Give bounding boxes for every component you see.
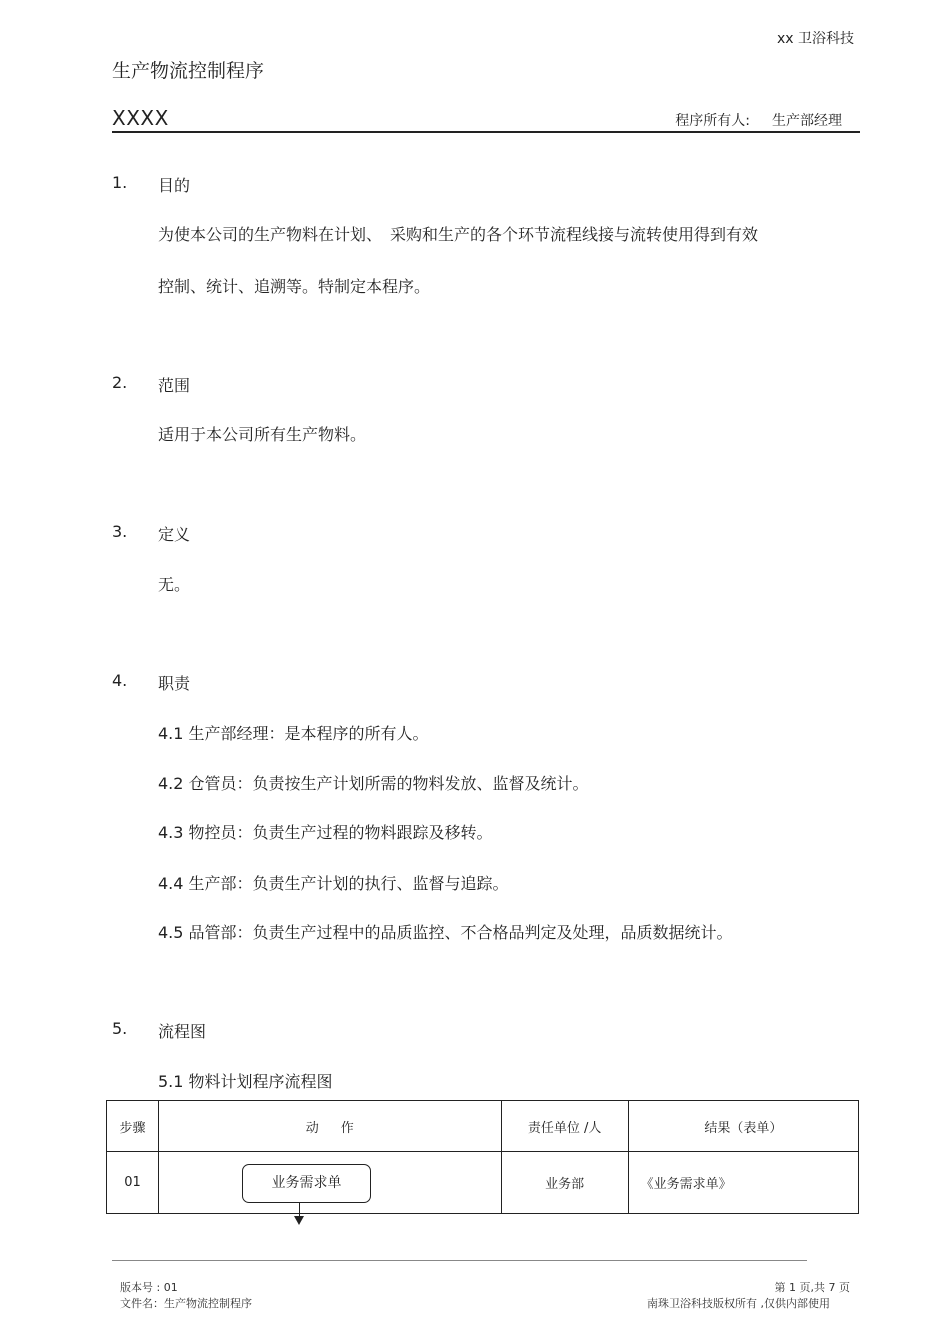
section-3-number: 3. xyxy=(112,522,128,541)
header-unit: 责任单位 /人 xyxy=(501,1101,628,1152)
responsibility-item: 4.4 生产部：负责生产计划的执行、监督与追踪。 xyxy=(158,874,509,893)
footer-divider xyxy=(112,1260,807,1261)
flow-table xyxy=(106,1100,859,1214)
header-action xyxy=(159,1101,501,1152)
footer-page-number: 第 1 页,共 7 页 xyxy=(774,1281,850,1294)
document-code: XXXX xyxy=(112,106,169,130)
section-3-title: 定义 xyxy=(158,525,191,544)
owner-label: 程序所有人: xyxy=(675,113,750,129)
subsection-5-1-title: 5.1 物料计划程序流程图 xyxy=(158,1072,333,1091)
flow-connector-line xyxy=(299,1203,300,1217)
section-1-title: 目的 xyxy=(158,176,191,195)
program-owner xyxy=(600,110,842,130)
section-1-number: 1. xyxy=(112,173,128,192)
section-4-title: 职责 xyxy=(158,674,191,693)
flow-node-business-demand: 业务需求单 xyxy=(242,1164,371,1203)
company-name: xx 卫浴科技 xyxy=(776,31,854,47)
section-5-title: 流程图 xyxy=(158,1022,207,1041)
section-4-number: 4. xyxy=(112,671,128,690)
section-1-text-line-1: 为使本公司的生产物料在计划、 采购和生产的各个环节流程线接与流转使用得到有效 xyxy=(158,225,759,244)
owner-value: 生产部经理 xyxy=(772,113,842,129)
header-divider xyxy=(112,131,860,133)
section-2-title: 范围 xyxy=(158,376,191,395)
row-unit: 业务部 xyxy=(501,1152,628,1214)
document-title: 生产物流控制程序 xyxy=(112,60,265,82)
header-result: 结果（表单） xyxy=(628,1101,858,1152)
responsibility-item: 4.3 物控员：负责生产过程的物料跟踪及移转。 xyxy=(158,823,493,842)
section-2-text: 适用于本公司所有生产物料。 xyxy=(158,425,367,444)
row-step: 01 xyxy=(107,1152,159,1214)
table-row xyxy=(107,1152,859,1214)
header-action-char-2: 作 xyxy=(340,1120,354,1136)
table-header-row xyxy=(107,1101,859,1152)
section-2-number: 2. xyxy=(112,373,128,392)
header-step: 步骤 xyxy=(107,1101,159,1152)
header-action-char-1: 动 xyxy=(305,1120,319,1136)
section-3-text: 无。 xyxy=(158,575,191,594)
section-5-number: 5. xyxy=(112,1019,128,1038)
row-result: 《业务需求单》 xyxy=(628,1152,858,1214)
responsibility-item: 4.5 品管部：负责生产过程中的品质监控、不合格品判定及处理，品质数据统计。 xyxy=(158,923,733,942)
footer-filename: 文件名：生产物流控制程序 xyxy=(120,1297,252,1310)
footer-copyright: 南珠卫浴科技版权所有 ,仅供内部使用 xyxy=(647,1297,830,1310)
responsibility-item: 4.1 生产部经理：是本程序的所有人。 xyxy=(158,724,429,743)
arrow-down-icon xyxy=(294,1216,304,1225)
responsibility-item: 4.2 仓管员：负责按生产计划所需的物料发放、监督及统计。 xyxy=(158,774,589,793)
section-1-text-line-2: 控制、统计、追溯等。特制定本程序。 xyxy=(158,277,431,296)
footer-version: 版本号 : 01 xyxy=(120,1281,178,1294)
